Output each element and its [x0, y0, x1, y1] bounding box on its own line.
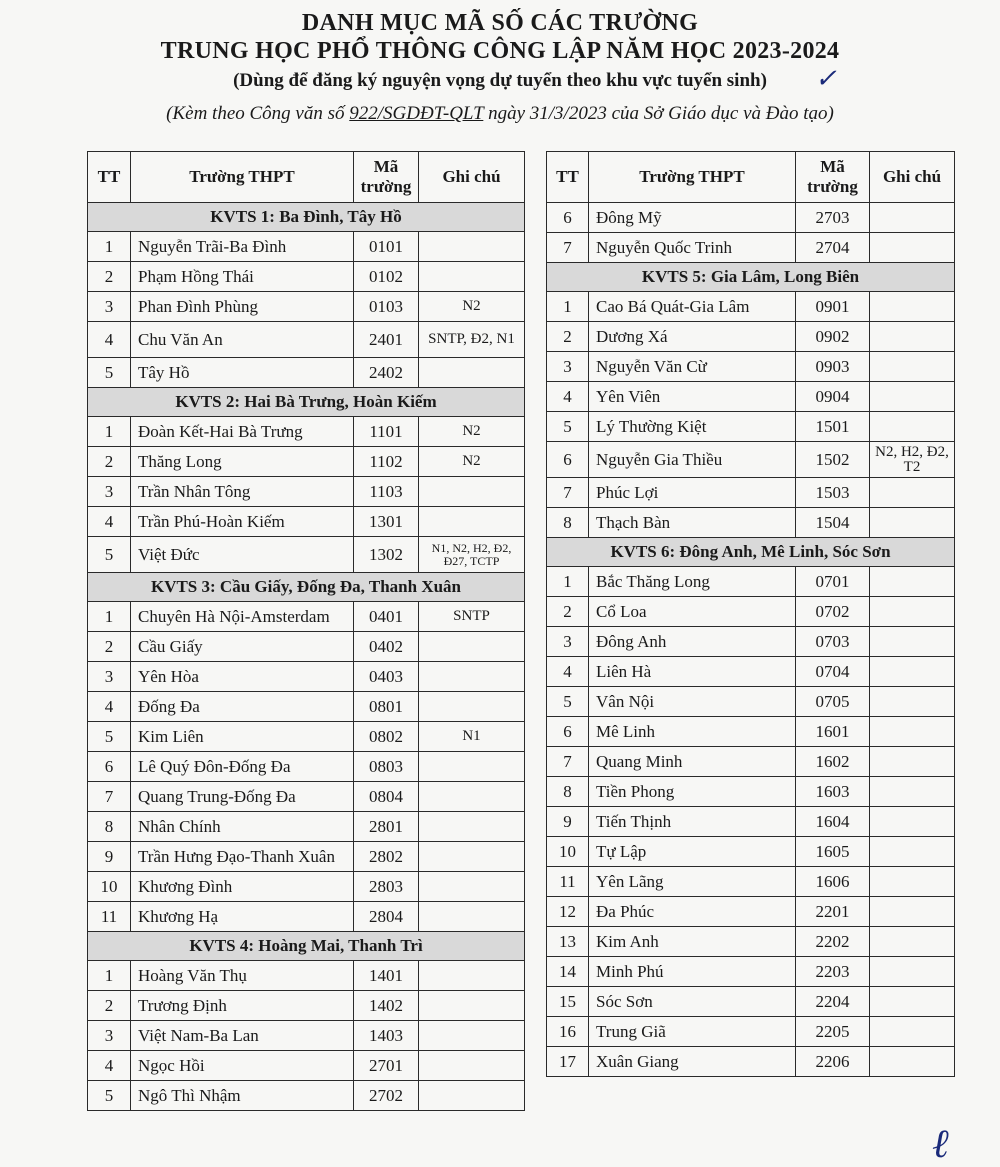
table-row [547, 322, 955, 352]
row-number: 5 [88, 537, 131, 573]
school-code: 0401 [354, 602, 419, 632]
note [870, 1047, 955, 1077]
school-name: Đoàn Kết-Hai Bà Trưng [131, 417, 354, 447]
table-row [88, 632, 525, 662]
school-code: 0403 [354, 662, 419, 692]
school-code: 0904 [796, 382, 870, 412]
school-code: 0801 [354, 692, 419, 722]
note [870, 352, 955, 382]
school-code: 2402 [354, 358, 419, 388]
school-name: Dương Xá [589, 322, 796, 352]
school-name: Đông Anh [589, 627, 796, 657]
school-code: 1603 [796, 777, 870, 807]
school-name: Kim Anh [589, 927, 796, 957]
document-title-line2: TRUNG HỌC PHỔ THÔNG CÔNG LẬP NĂM HỌC 2023-2024 [160, 38, 840, 64]
header-note: Ghi chú [870, 152, 955, 203]
table-row [88, 1051, 525, 1081]
school-name: Trung Giã [589, 1017, 796, 1047]
note [419, 752, 525, 782]
school-name: Nhân Chính [131, 812, 354, 842]
row-number: 3 [88, 292, 131, 322]
school-name: Liên Hà [589, 657, 796, 687]
table-row [547, 597, 955, 627]
table-row [547, 203, 955, 233]
table-row [547, 442, 955, 478]
header-school: Trường THPT [589, 152, 796, 203]
note [419, 1081, 525, 1111]
table-row [547, 627, 955, 657]
table-row [88, 812, 525, 842]
school-name: Việt Nam-Ba Lan [131, 1021, 354, 1051]
note [419, 1021, 525, 1051]
school-name: Việt Đức [131, 537, 354, 573]
note: N1 [419, 722, 525, 752]
row-number: 4 [547, 382, 589, 412]
school-name: Phạm Hồng Thái [131, 262, 354, 292]
note [419, 632, 525, 662]
school-name: Trần Nhân Tông [131, 477, 354, 507]
note [419, 812, 525, 842]
row-number: 6 [547, 717, 589, 747]
school-code: 1601 [796, 717, 870, 747]
table-row [88, 991, 525, 1021]
school-name: Yên Lãng [589, 867, 796, 897]
group-header-row [88, 932, 525, 961]
school-name: Lý Thường Kiệt [589, 412, 796, 442]
handwritten-checkmark-icon: ✓ [815, 64, 837, 93]
group-header-row [547, 538, 955, 567]
group-header-row [88, 573, 525, 602]
school-name: Bắc Thăng Long [589, 567, 796, 597]
table-row [88, 537, 525, 573]
school-code-table-right [546, 151, 955, 1077]
row-number: 4 [88, 1051, 131, 1081]
note [419, 842, 525, 872]
school-code: 1402 [354, 991, 419, 1021]
row-number: 3 [88, 477, 131, 507]
table-row [547, 957, 955, 987]
row-number: 9 [547, 807, 589, 837]
row-number: 8 [547, 508, 589, 538]
note: N2 [419, 447, 525, 477]
table-row [88, 232, 525, 262]
row-number: 6 [88, 752, 131, 782]
school-code: 1401 [354, 961, 419, 991]
reference-number: 922/SGDĐT-QLT [349, 103, 484, 124]
school-code: 0704 [796, 657, 870, 687]
note [870, 322, 955, 352]
table-row [88, 477, 525, 507]
note [870, 1017, 955, 1047]
table-row [88, 262, 525, 292]
group-title: KVTS 4: Hoàng Mai, Thanh Trì [88, 932, 525, 961]
table-row [547, 717, 955, 747]
table-row [547, 987, 955, 1017]
reference-prefix: (Kèm theo Công văn số [166, 103, 350, 124]
note: N1, N2, H2, Đ2, Đ27, TCTP [419, 537, 525, 573]
school-code: 1101 [354, 417, 419, 447]
school-code: 2202 [796, 927, 870, 957]
note [870, 927, 955, 957]
note [419, 262, 525, 292]
note [870, 657, 955, 687]
school-name: Yên Viên [589, 382, 796, 412]
table-row [547, 1047, 955, 1077]
note [870, 597, 955, 627]
school-name: Xuân Giang [589, 1047, 796, 1077]
school-code: 1301 [354, 507, 419, 537]
note [870, 567, 955, 597]
school-name: Ngô Thì Nhậm [131, 1081, 354, 1111]
school-name: Trần Hưng Đạo-Thanh Xuân [131, 842, 354, 872]
table-row [547, 777, 955, 807]
school-name: Hoàng Văn Thụ [131, 961, 354, 991]
table-row [547, 687, 955, 717]
note [870, 717, 955, 747]
table-row [547, 1017, 955, 1047]
school-name: Nguyễn Trãi-Ba Đình [131, 232, 354, 262]
school-code: 2401 [354, 322, 419, 358]
table-row [547, 747, 955, 777]
note [419, 961, 525, 991]
school-name: Trương Định [131, 991, 354, 1021]
school-code: 0902 [796, 322, 870, 352]
table-row [547, 292, 955, 322]
table-row [88, 507, 525, 537]
school-code: 2803 [354, 872, 419, 902]
row-number: 10 [88, 872, 131, 902]
group-header-row [88, 203, 525, 232]
group-title: KVTS 5: Gia Lâm, Long Biên [547, 263, 955, 292]
school-code: 0903 [796, 352, 870, 382]
school-name: Tiền Phong [589, 777, 796, 807]
table-row [88, 752, 525, 782]
school-name: Phúc Lợi [589, 478, 796, 508]
table-row [547, 382, 955, 412]
school-code: 0804 [354, 782, 419, 812]
school-code: 0702 [796, 597, 870, 627]
group-title: KVTS 6: Đông Anh, Mê Linh, Sóc Sơn [547, 538, 955, 567]
school-name: Chu Văn An [131, 322, 354, 358]
note [419, 902, 525, 932]
school-code: 0701 [796, 567, 870, 597]
table-row [88, 322, 525, 358]
row-number: 4 [88, 692, 131, 722]
document-title-line1: DANH MỤC MÃ SỐ CÁC TRƯỜNG [301, 10, 699, 36]
row-number: 1 [88, 602, 131, 632]
table-row [88, 417, 525, 447]
row-number: 3 [88, 662, 131, 692]
table-row [88, 1081, 525, 1111]
school-code: 2206 [796, 1047, 870, 1077]
row-number: 2 [547, 597, 589, 627]
row-number: 10 [547, 837, 589, 867]
school-name: Thạch Bàn [589, 508, 796, 538]
school-code: 0103 [354, 292, 419, 322]
note [870, 203, 955, 233]
school-code: 2205 [796, 1017, 870, 1047]
note [419, 991, 525, 1021]
table-row [88, 1021, 525, 1051]
note [870, 807, 955, 837]
note [870, 627, 955, 657]
school-name: Đông Mỹ [589, 203, 796, 233]
row-number: 7 [88, 782, 131, 812]
school-code: 1605 [796, 837, 870, 867]
table-row [88, 961, 525, 991]
table-header-row [547, 152, 955, 203]
row-number: 2 [88, 447, 131, 477]
table-row [547, 807, 955, 837]
school-code: 2203 [796, 957, 870, 987]
note [419, 358, 525, 388]
school-code: 1403 [354, 1021, 419, 1051]
table-row [88, 782, 525, 812]
school-code: 1103 [354, 477, 419, 507]
document-subtitle: (Dùng để đăng ký nguyện vọng dự tuyển theo khu vực tuyển sinh) [233, 70, 767, 91]
table-row [547, 352, 955, 382]
row-number: 4 [547, 657, 589, 687]
school-code: 2701 [354, 1051, 419, 1081]
note [870, 987, 955, 1017]
note [419, 1051, 525, 1081]
row-number: 3 [547, 627, 589, 657]
row-number: 7 [547, 478, 589, 508]
school-name: Phan Đình Phùng [131, 292, 354, 322]
row-number: 2 [88, 991, 131, 1021]
header-code: Mã trường [354, 152, 419, 203]
note [419, 782, 525, 812]
note [870, 837, 955, 867]
school-code: 0703 [796, 627, 870, 657]
school-name: Nguyễn Quốc Trinh [589, 233, 796, 263]
row-number: 15 [547, 987, 589, 1017]
school-code: 2703 [796, 203, 870, 233]
table-row [88, 292, 525, 322]
note [870, 777, 955, 807]
note [419, 872, 525, 902]
note [419, 692, 525, 722]
row-number: 4 [88, 507, 131, 537]
school-name: Sóc Sơn [589, 987, 796, 1017]
group-title: KVTS 1: Ba Đình, Tây Hồ [88, 203, 525, 232]
note [870, 412, 955, 442]
table-row [88, 902, 525, 932]
row-number: 11 [547, 867, 589, 897]
table-row [547, 508, 955, 538]
table-header-row [88, 152, 525, 203]
note [419, 232, 525, 262]
school-code: 1503 [796, 478, 870, 508]
school-code: 1606 [796, 867, 870, 897]
note [870, 382, 955, 412]
school-code: 2204 [796, 987, 870, 1017]
school-code: 1302 [354, 537, 419, 573]
note [419, 507, 525, 537]
note [870, 867, 955, 897]
note: N2 [419, 292, 525, 322]
row-number: 7 [547, 233, 589, 263]
school-name: Minh Phú [589, 957, 796, 987]
table-row [547, 927, 955, 957]
table-row [88, 358, 525, 388]
row-number: 5 [88, 1081, 131, 1111]
group-title: KVTS 2: Hai Bà Trưng, Hoàn Kiếm [88, 388, 525, 417]
row-number: 8 [547, 777, 589, 807]
note [419, 477, 525, 507]
school-code: 1501 [796, 412, 870, 442]
group-header-row [88, 388, 525, 417]
school-code: 0803 [354, 752, 419, 782]
school-name: Vân Nội [589, 687, 796, 717]
row-number: 2 [547, 322, 589, 352]
row-number: 1 [88, 232, 131, 262]
table-row [88, 692, 525, 722]
note: SNTP [419, 602, 525, 632]
school-name: Cao Bá Quát-Gia Lâm [589, 292, 796, 322]
header-code: Mã trường [796, 152, 870, 203]
row-number: 13 [547, 927, 589, 957]
row-number: 1 [547, 567, 589, 597]
row-number: 16 [547, 1017, 589, 1047]
school-code: 0901 [796, 292, 870, 322]
school-name: Quang Trung-Đống Đa [131, 782, 354, 812]
note [870, 747, 955, 777]
school-name: Tiến Thịnh [589, 807, 796, 837]
group-header-row [547, 263, 955, 292]
table-row [88, 447, 525, 477]
row-number: 1 [88, 417, 131, 447]
school-name: Cầu Giấy [131, 632, 354, 662]
school-name: Nguyễn Gia Thiều [589, 442, 796, 478]
note [870, 292, 955, 322]
row-number: 8 [88, 812, 131, 842]
note [870, 687, 955, 717]
header-tt: TT [547, 152, 589, 203]
school-name: Kim Liên [131, 722, 354, 752]
table-row [88, 722, 525, 752]
school-name: Ngọc Hồi [131, 1051, 354, 1081]
school-code: 2802 [354, 842, 419, 872]
school-name: Cổ Loa [589, 597, 796, 627]
note [870, 897, 955, 927]
handwritten-signature-mark-icon: ℓ [932, 1121, 949, 1166]
header-school: Trường THPT [131, 152, 354, 203]
school-code: 1604 [796, 807, 870, 837]
table-row [547, 897, 955, 927]
note: N2, H2, Đ2, T2 [870, 442, 955, 478]
table-row [547, 478, 955, 508]
school-code: 1504 [796, 508, 870, 538]
row-number: 2 [88, 632, 131, 662]
school-name: Nguyễn Văn Cừ [589, 352, 796, 382]
school-name: Khương Đình [131, 872, 354, 902]
reference-line [0, 103, 1000, 125]
school-code: 2704 [796, 233, 870, 263]
school-name: Khương Hạ [131, 902, 354, 932]
school-name: Lê Quý Đôn-Đống Đa [131, 752, 354, 782]
school-name: Trần Phú-Hoàn Kiếm [131, 507, 354, 537]
school-code: 0802 [354, 722, 419, 752]
school-code: 2801 [354, 812, 419, 842]
row-number: 5 [547, 412, 589, 442]
school-code: 1102 [354, 447, 419, 477]
group-title: KVTS 3: Cầu Giấy, Đống Đa, Thanh Xuân [88, 573, 525, 602]
row-number: 6 [547, 442, 589, 478]
row-number: 12 [547, 897, 589, 927]
note: N2 [419, 417, 525, 447]
note [419, 662, 525, 692]
table-row [88, 662, 525, 692]
note [870, 478, 955, 508]
table-row [88, 602, 525, 632]
school-code: 0102 [354, 262, 419, 292]
school-name: Yên Hòa [131, 662, 354, 692]
school-code: 1502 [796, 442, 870, 478]
row-number: 2 [88, 262, 131, 292]
school-code: 2702 [354, 1081, 419, 1111]
row-number: 1 [547, 292, 589, 322]
header-tt: TT [88, 152, 131, 203]
row-number: 3 [547, 352, 589, 382]
row-number: 5 [547, 687, 589, 717]
row-number: 7 [547, 747, 589, 777]
school-code: 0402 [354, 632, 419, 662]
row-number: 9 [88, 842, 131, 872]
note: SNTP, Đ2, N1 [419, 322, 525, 358]
header-note: Ghi chú [419, 152, 525, 203]
school-name: Thăng Long [131, 447, 354, 477]
row-number: 1 [88, 961, 131, 991]
row-number: 3 [88, 1021, 131, 1051]
row-number: 5 [88, 358, 131, 388]
table-row [547, 567, 955, 597]
school-code: 2804 [354, 902, 419, 932]
row-number: 17 [547, 1047, 589, 1077]
school-name: Tự Lập [589, 837, 796, 867]
row-number: 11 [88, 902, 131, 932]
school-code: 2201 [796, 897, 870, 927]
row-number: 5 [88, 722, 131, 752]
table-row [547, 657, 955, 687]
row-number: 14 [547, 957, 589, 987]
table-row [547, 837, 955, 867]
school-name: Quang Minh [589, 747, 796, 777]
table-row [547, 867, 955, 897]
school-name: Đống Đa [131, 692, 354, 722]
school-code: 0101 [354, 232, 419, 262]
note [870, 508, 955, 538]
table-row [547, 233, 955, 263]
school-name: Chuyên Hà Nội-Amsterdam [131, 602, 354, 632]
school-code: 1602 [796, 747, 870, 777]
school-name: Đa Phúc [589, 897, 796, 927]
table-row [88, 872, 525, 902]
school-code-table-left [87, 151, 525, 1111]
school-code: 0705 [796, 687, 870, 717]
table-row [547, 412, 955, 442]
table-row [88, 842, 525, 872]
reference-suffix: ngày 31/3/2023 của Sở Giáo dục và Đào tạo) [483, 103, 834, 124]
note [870, 233, 955, 263]
school-name: Mê Linh [589, 717, 796, 747]
row-number: 4 [88, 322, 131, 358]
note [870, 957, 955, 987]
school-name: Tây Hồ [131, 358, 354, 388]
row-number: 6 [547, 203, 589, 233]
